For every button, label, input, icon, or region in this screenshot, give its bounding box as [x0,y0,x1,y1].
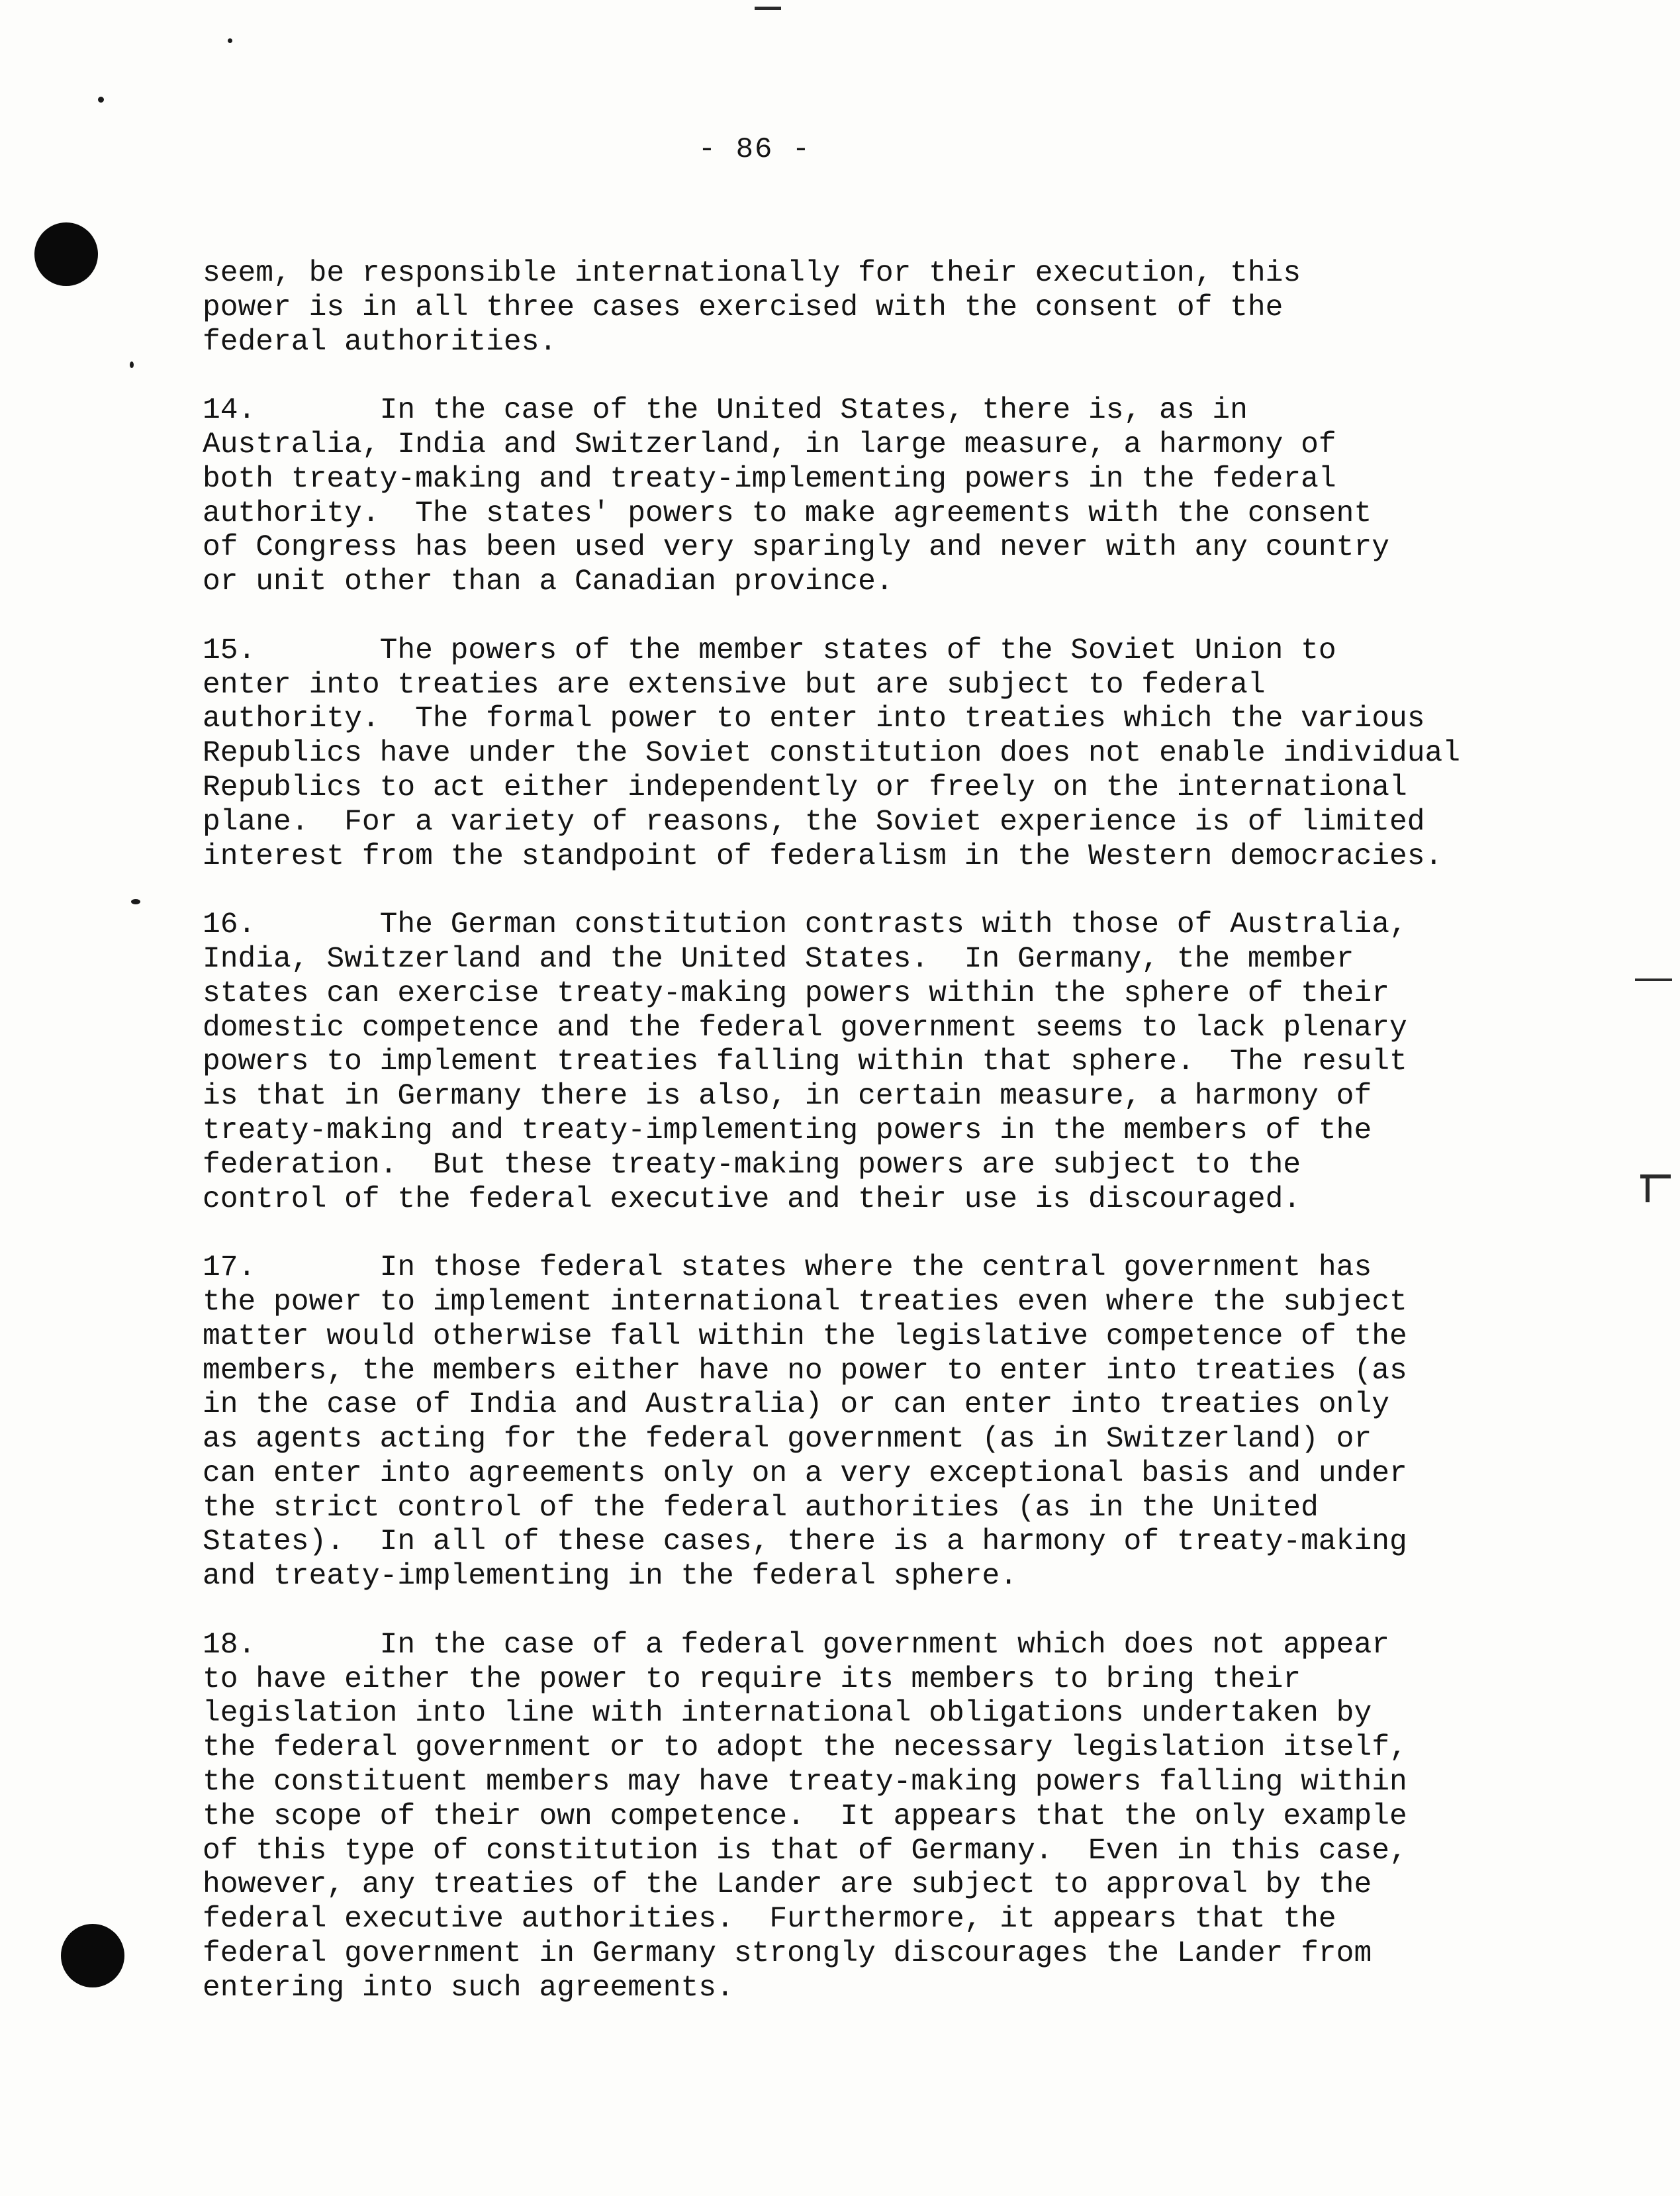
paragraph-16 [203,908,1639,1217]
text-line: is that in Germany there is also, in certain measure, a harmony of [203,1080,1372,1114]
text-line: can enter into agreements only on a very exceptional basis and under [203,1456,1407,1490]
text-line: the strict control of the federal authorities (as in the United [203,1491,1319,1525]
text-line: States). In all of these cases, there is a harmony of treaty-making [203,1525,1407,1559]
text-line: Australia, India and Switzerland, in large measure, a harmony of [203,428,1336,461]
scan-edge-mark [1635,979,1672,981]
paragraph-14 [203,394,1639,600]
paragraph-17 [203,1251,1639,1594]
text-line: interest from the standpoint of federalism in the Western democracies. [203,839,1443,873]
paragraph-gap [203,1217,1639,1251]
text-line: federation. But these treaty-making powers are subject to the [203,1148,1301,1182]
scan-top-mark [755,7,781,10]
text-line: power is in all three cases exercised with the consent of the [203,291,1283,324]
paragraph-15 [203,634,1639,875]
text-line: enter into treaties are extensive but are subject to federal [203,668,1266,702]
text-line: both treaty-making and treaty-implementing powers in the federal [203,462,1336,496]
paragraph [203,257,1639,359]
text-line: as agents acting for the federal government (as in Switzerland) or [203,1423,1372,1456]
text-line: of this type of constitution is that of Germany. Even in this case, [203,1834,1407,1868]
body-text [203,257,1639,2006]
text-line: the constituent members may have treaty-making powers falling within [203,1766,1407,1799]
scan-speck [228,38,232,43]
paragraph-gap [203,874,1639,908]
punch-hole-bottom [61,1924,124,1987]
text-line: powers to implement treaties falling within that sphere. The result [203,1045,1407,1079]
scan-speck [130,361,134,368]
scan-edge-mark [1646,1176,1650,1202]
text-line: seem, be responsible internationally for their execution, this [203,257,1301,290]
text-line: federal executive authorities. Furthermore, it appears that the [203,1903,1336,1936]
text-line: of Congress has been used very sparingly and never with any country [203,531,1389,565]
text-line: Republics to act either independently or freely on the international [203,771,1407,804]
punch-hole-top [34,222,98,286]
text-line: treaty-making and treaty-implementing powers in the members of the [203,1114,1372,1147]
text-line: states can exercise treaty-making powers within the sphere of their [203,977,1389,1010]
text-line: 14. In the case of the United States, there is, as in [203,394,1248,428]
text-line: plane. For a variety of reasons, the Soviet experience is of limited [203,805,1425,839]
text-line: 16. The German constitution contrasts with those of Australia, [203,908,1407,942]
text-line: or unit other than a Canadian province. [203,565,894,599]
text-line: Republics have under the Soviet constitution does not enable individual [203,737,1461,771]
text-line: 15. The powers of the member states of the Soviet Union to [203,634,1336,667]
text-line: control of the federal executive and their use is discouraged. [203,1182,1301,1216]
text-line: members, the members either have no power to enter into treaties (as [203,1354,1407,1388]
paragraph-gap [203,600,1639,634]
text-line: and treaty-implementing in the federal sphere. [203,1560,1017,1594]
text-line: authority. The states' powers to make agreements with the consent [203,497,1372,530]
text-line: authority. The formal power to enter into treaties which the various [203,702,1425,736]
paragraph-gap [203,1594,1639,1629]
text-line: domestic competence and the federal government seems to lack plenary [203,1011,1407,1045]
text-line: the scope of their own competence. It appears that the only example [203,1799,1407,1833]
text-line: the federal government or to adopt the necessary legislation itself, [203,1731,1407,1765]
scan-speck [98,97,104,103]
text-line: to have either the power to require its members to bring their [203,1662,1301,1696]
text-line: India, Switzerland and the United States. In Germany, the member [203,942,1354,976]
page-number: - 86 - [698,133,812,166]
text-line: in the case of India and Australia) or can enter into treaties only [203,1388,1389,1422]
scan-edge-mark [1640,1174,1671,1178]
text-line: legislation into line with international obligations undertaken by [203,1697,1372,1731]
text-line: the power to implement international treaties even where the subject [203,1285,1407,1319]
text-line: matter would otherwise fall within the legislative competence of the [203,1319,1407,1353]
text-line: 17. In those federal states where the central government has [203,1251,1372,1285]
paragraph-gap [203,359,1639,394]
text-line: however, any treaties of the Lander are subject to approval by the [203,1868,1372,1902]
text-line: federal government in Germany strongly discourages the Lander from [203,1937,1372,1971]
text-line: entering into such agreements. [203,1971,734,2005]
text-line: 18. In the case of a federal government which does not appear [203,1628,1389,1662]
paragraph-18 [203,1629,1639,2006]
scan-speck [131,899,140,904]
text-line: federal authorities. [203,325,557,359]
